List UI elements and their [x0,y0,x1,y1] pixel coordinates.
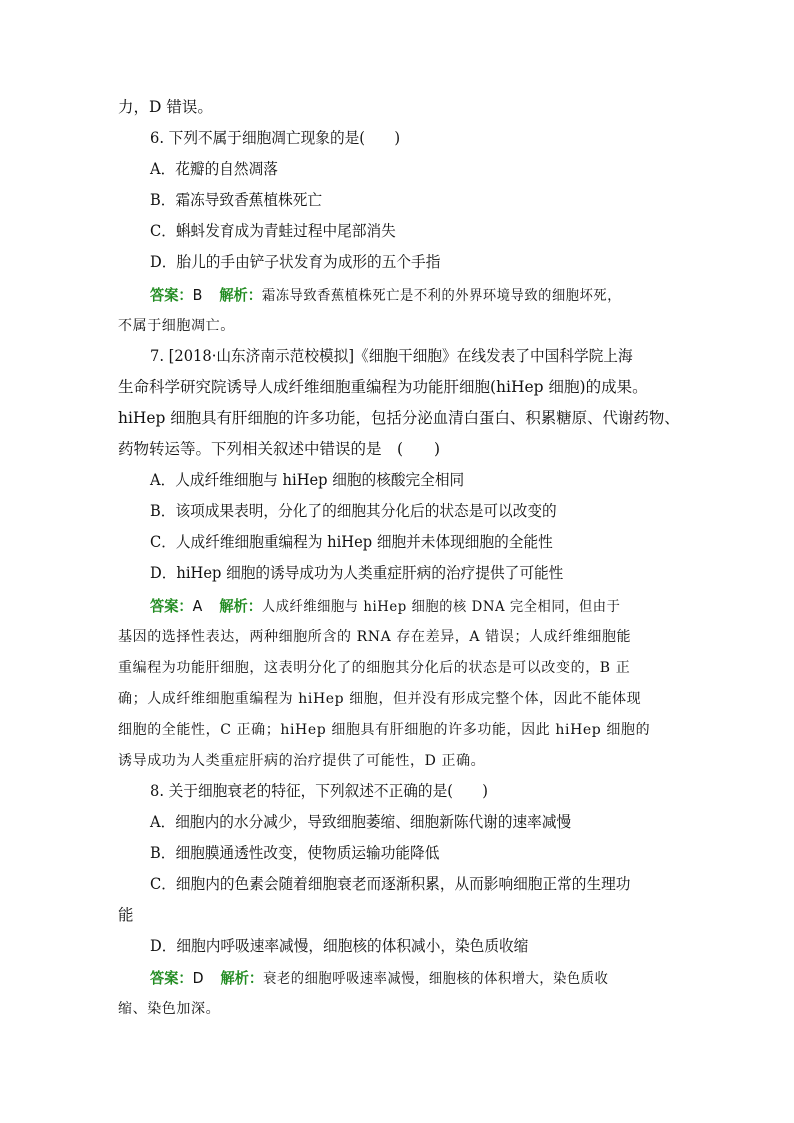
question-7-answer [150,595,680,618]
question-6-option-a: A．花瓣的自然凋落 [150,160,278,178]
question-6-option-c: C．蝌蚪发育成为青蛙过程中尾部消失 [150,222,396,240]
answer-label: 答案： [150,969,193,987]
question-8-option-a: A．细胞内的水分减少，导致细胞萎缩、细胞新陈代谢的速率减慢 [150,813,572,831]
question-6-option-d: D．胎儿的手由铲子状发育为成形的五个手指 [150,253,441,271]
question-8-answer [150,967,680,990]
question-8-option-c-1: C．细胞内的色素会随着细胞衰老而逐渐积累，从而影响细胞正常的生理功 [150,875,631,893]
question-7-analysis-3: 重编程为功能肝细胞，这表明分化了的细胞其分化后的状态是可以改变的，B 正 [118,660,631,676]
question-7-analysis-5: 细胞的全能性，C 正确；hiHep 细胞具有肝细胞的许多功能，因此 hiHep 细胞的 [118,722,651,738]
question-6-stem: 6. 下列不属于细胞凋亡现象的是( ) [150,129,401,147]
analysis-text: 霜冻导致香蕉植株死亡是不利的外界环境导致的细胞坏死， [261,288,622,304]
question-7-analysis-2: 基因的选择性表达，两种细胞所含的 RNA 存在差异，A 错误；人成纤维细胞能 [118,629,632,645]
answer-label: 答案： [150,597,193,615]
answer-value: B [192,286,203,304]
analysis-text: 人成纤维细胞与 hiHep 细胞的核 DNA 完全相同，但由于 [261,599,621,615]
question-7-stem-1: 7. [2018·山东济南示范校模拟]《细胞干细胞》在线发表了中国科学院上海 [150,347,633,365]
question-8-analysis-cont: 缩、染色加深。 [118,1001,221,1017]
question-7-stem-2: 生命科学研究院诱导人成纤维细胞重编程为功能肝细胞(hiHep 细胞)的成果。 [118,378,648,396]
question-6-analysis-cont: 不属于细胞凋亡。 [118,318,235,334]
question-7-option-c: C．人成纤维细胞重编程为 hiHep 细胞并未体现细胞的全能性 [150,533,553,551]
question-6-option-b: B．霜冻导致香蕉植株死亡 [150,191,323,209]
question-7-option-b: B．该项成果表明，分化了的细胞其分化后的状态是可以改变的 [150,502,557,520]
question-7-analysis-6: 诱导成功为人类重症肝病的治疗提供了可能性，D 正确。 [118,753,486,769]
analysis-text: 衰老的细胞呼吸速率减慢，细胞核的体积增大，染色质收 [263,971,609,987]
answer-value: D [192,969,204,987]
answer-value: A [192,597,203,615]
question-6-answer [150,284,680,307]
question-7-option-a: A．人成纤维细胞与 hiHep 细胞的核酸完全相同 [150,471,465,489]
question-7-stem-3: hiHep 细胞具有肝细胞的许多功能，包括分泌血清白蛋白、积累糖原、代谢药物、 [118,409,680,427]
analysis-label: 解析： [219,597,262,615]
question-8-option-c-2: 能 [118,906,134,924]
question-8-stem: 8. 关于细胞衰老的特征，下列叙述不正确的是( ) [150,782,489,800]
analysis-label: 解析： [220,969,264,987]
question-7-analysis-4: 确；人成纤维细胞重编程为 hiHep 细胞，但并没有形成完整个体，因此不能体现 [118,691,642,707]
question-7-stem-4: 药物转运等。下列相关叙述中错误的是 ( ) [118,440,441,458]
answer-label: 答案： [150,286,193,304]
question-8-option-d: D．细胞内呼吸速率减慢，细胞核的体积减小，染色质收缩 [150,937,529,955]
question-7-option-d: D．hiHep 细胞的诱导成功为人类重症肝病的治疗提供了可能性 [150,564,564,582]
text-line: 力，D 错误。 [118,98,213,116]
question-8-option-b: B．细胞膜通透性改变，使物质运输功能降低 [150,844,440,862]
analysis-label: 解析： [219,286,262,304]
